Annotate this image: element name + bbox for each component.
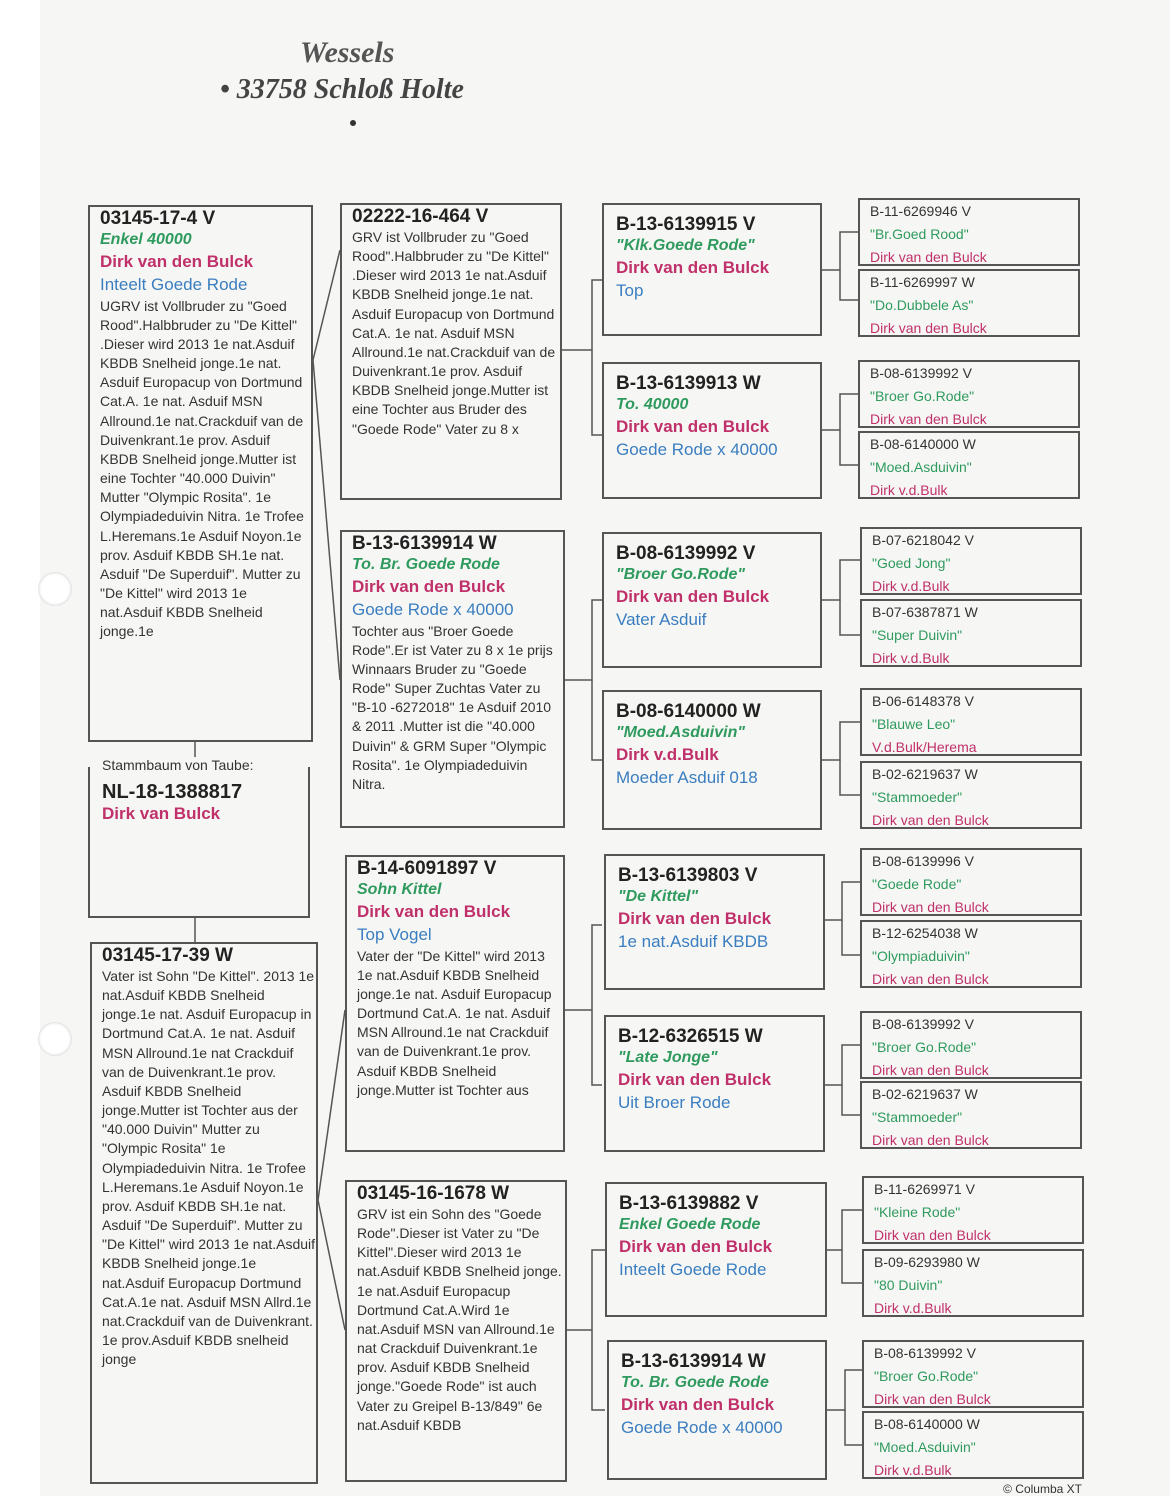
pigeon-name: "De Kittel" [618,887,699,905]
ring-number: B-02-6219637 W [872,1086,978,1102]
great-grandparent-box [602,203,822,336]
breeder: V.d.Bulk/Herema [872,739,977,755]
pigeon-name: "Blauwe Leo" [872,716,956,732]
breeder: Dirk van den Bulck [874,1227,991,1243]
ancestor-box [858,198,1080,266]
description: GRV ist Vollbruder zu "Goed Rood".Halbbruder zu "De Kittel" .Dieser wird 2013 1e nat.Asduif KBDB Snelheid jonge.1e nat. Asduif Europacup von Dortmund Cat.A. 1e nat. Asduif MSN Allround.1e nat.Crackduif van de Duivenkrant.1e prov. Asduif KBDB Snelheid jonge.Mutter ist eine Tochter aus Bruder des "Goede Rode" Vater zu 8 x [352,228,556,437]
pigeon-name: "Broer Go.Rode" [872,1039,977,1055]
breeder: Dirk van den Bulck [100,251,254,271]
ring-number: B-14-6091897 V [357,858,497,879]
pigeon-name: "Klk.Goede Rode" [616,236,755,254]
ring-number: B-13-6139882 V [619,1193,759,1214]
comment: Goede Rode x 40000 [616,439,778,459]
breeder: Dirk van den Bulck [621,1394,775,1414]
ancestor-box [858,360,1080,428]
breeder: Dirk v.d.Bulk [874,1462,952,1478]
ancestor-box [862,1340,1084,1408]
comment: Inteelt Goede Rode [100,274,248,294]
grandparent-box [340,203,562,500]
ring-number: 03145-17-39 W [102,945,233,966]
pigeon-name: "Super Duivin" [872,627,963,643]
pigeon-name: "Broer Go.Rode" [870,388,975,404]
comment: 1e nat.Asduif KBDB [618,931,769,951]
ancestor-box [860,920,1082,988]
ring-number: B-09-6293980 W [874,1254,980,1270]
ring-number: B-12-6254038 W [872,925,978,941]
ring-number: B-08-6139992 V [872,1016,974,1032]
description: Vater der "De Kittel" wird 2013 1e nat.Asduif KBDB Snelheid jonge.1e nat. Asduif Europacup Dortmund Cat.A. 1e nat. Asduif MSN Allround.1e nat Crackduif van de Duivenkrant.1e prov. Asduif KBDB Snelheid jonge.Mutter ist Tochter aus [357,947,552,1098]
pigeon-name: Enkel Goede Rode [619,1215,761,1233]
comment: Top Vogel [357,924,432,944]
breeder: Dirk v.d.Bulk [870,482,948,498]
breeder: Dirk van den Bulck [872,899,989,915]
ring-number: B-08-6140000 W [870,436,976,452]
breeder: Dirk v.d.Bulk [616,744,719,764]
ancestor-box [860,527,1082,595]
pigeon-name: "Late Jonge" [618,1048,718,1066]
ancestor-box [862,1411,1084,1479]
breeder-name: Wessels [300,36,395,69]
breeder: Dirk van den Bulck [870,249,987,265]
comment: Moeder Asduif 018 [616,767,758,787]
ancestor-box [860,1081,1082,1149]
pigeon-name: "Moed.Asduivin" [870,459,972,475]
pigeon-name: Sohn Kittel [357,880,442,898]
ring-number: B-13-6139914 W [621,1351,766,1372]
ring-number: 02222-16-464 V [352,206,489,227]
ring-number: B-12-6326515 W [618,1026,763,1047]
ancestor-box [858,269,1080,337]
breeder: Dirk van den Bulck [618,1069,772,1089]
comment: Inteelt Goede Rode [619,1259,767,1279]
ring-number: B-08-6139992 V [616,543,756,564]
ancestor-box [862,1176,1084,1244]
ring-number: B-08-6139992 V [870,365,972,381]
ring-number: B-08-6140000 W [874,1416,980,1432]
ring-number: B-08-6139996 V [872,853,974,869]
breeder: Dirk v.d.Bulk [872,578,950,594]
subject-box [88,767,310,918]
pigeon-name: "Goede Rode" [872,876,962,892]
pigeon-name: "80 Duivin" [874,1277,943,1293]
ring-number: B-06-6148378 V [872,693,974,709]
pigeon-name: To. 40000 [616,395,689,413]
breeder: Dirk van den Bulck [357,901,511,921]
pigeon-name: To. Br. Goede Rode [621,1373,769,1391]
pigeon-name: "Br.Goed Rood" [870,226,969,242]
ring-number: B-11-6269971 V [874,1181,975,1197]
description: UGRV ist Vollbruder zu "Goed Rood".Halbbruder zu "De Kittel" .Dieser wird 2013 1e nat.Asduif KBDB Snelheid jonge.1e nat. Asduif Europacup von Dortmund Cat.A. 1e nat. Asduif MSN Allround.1e nat.Crackduif van de Duivenkrant.1e prov. Asduif KBDB Snelheid jonge.Mutter ist eine Tochter "40.000 Duivin" Mutter "Olympic Rosita". 1e Olympiadeduivin Nitra. 1e Trofee L.Heremans.1e Asduif Noyon.1e prov. Asduif KBDB SH.1e nat. Asduif "De Superduif". Mutter zu "De Kittel" wird 2013 1e nat.Asduif KBDB Snelheid jonge.1e [100,297,304,640]
subject-ring: NL-18-1388817 [102,781,243,803]
breeder: Dirk van den Bulck [618,908,772,928]
pigeon-name: "Moed.Asduivin" [874,1439,976,1455]
ancestor-box [860,599,1082,667]
parent-box-sire [88,205,313,742]
comment: Goede Rode x 40000 [621,1417,783,1437]
ring-number: B-13-6139803 V [618,865,758,886]
software-credit: © Columba XT [1003,1482,1082,1496]
pigeon-name: "Olympiaduivin" [872,948,970,964]
ancestor-box [858,431,1080,499]
ancestor-box [860,688,1082,756]
great-grandparent-box [604,1015,825,1152]
grandparent-box [340,530,565,828]
description: GRV ist ein Sohn des "Goede Rode".Dieser ist Vater zu "De Kittel".Dieser wird 2013 1e nat.Asduif KBDB Snelheid jonge. 1e nat.Asduif Europacup Dortmund Cat.A.Wird 1e nat.Asduif MSN van Allround.1e nat Crackduif Duivenkrant.1e prov. Asduif KBDB Snelheid jonge."Goede Rode" ist auch Vater zu Greipel B-13/849" 6e nat.Asduif KBDB [357,1205,562,1433]
great-grandparent-box [607,1340,827,1480]
parent-box-dam [90,942,318,1484]
pigeon-name: To. Br. Goede Rode [352,555,500,573]
grandparent-box [345,1180,567,1482]
pigeon-name: "Moed.Asduivin" [616,723,745,741]
subject-breeder: Dirk van Bulck [102,804,221,823]
great-grandparent-box [605,1182,827,1317]
breeder: Dirk van den Bulck [616,586,770,606]
great-grandparent-box [602,362,822,499]
breeder: Dirk van den Bulck [619,1236,773,1256]
ring-number: B-02-6219637 W [872,766,978,782]
pigeon-name: "Stammoeder" [872,1109,963,1125]
breeder: Dirk van den Bulck [616,416,770,436]
ring-number: B-07-6387871 W [872,604,978,620]
pigeon-name: "Broer Go.Rode" [874,1368,979,1384]
great-grandparent-box [602,532,822,668]
pigeon-name: "Kleine Rode" [874,1204,961,1220]
great-grandparent-box [604,854,825,990]
ring-number: B-13-6139913 W [616,373,761,394]
ring-number: B-13-6139914 W [352,533,497,554]
breeder: Dirk van den Bulck [872,812,989,828]
ring-number: B-08-6139992 V [874,1345,976,1361]
pigeon-name: "Stammoeder" [872,789,963,805]
breeder: Dirk van den Bulck [616,257,770,277]
breeder: Dirk v.d.Bulk [874,1300,952,1316]
breeder: Dirk van den Bulck [870,411,987,427]
ring-number: B-13-6139915 V [616,214,756,235]
breeder: Dirk v.d.Bulk [872,650,950,666]
great-grandparent-box [602,690,822,830]
ring-number: 03145-17-4 V [100,208,216,229]
pigeon-name: Enkel 40000 [100,230,192,248]
description: Tochter aus "Broer Goede Rode".Er ist Vater zu 8 x 1e prijs Winnaars Bruder zu "Goede Rode" Super Zuchtas Vater zu "B-10 -6272018" 1e Asduif 2010 & 2011 .Mutter ist die "40.000 Duivin" & GRM Super "Olympic Rosita". 1e Olympiadeduivin Nitra. [352,622,553,792]
ancestor-box [862,1249,1084,1317]
ring-number: B-11-6269997 W [870,274,975,290]
subject-label: Stammbaum von Taube: [98,757,258,773]
ancestor-box [860,1011,1082,1079]
breeder: Dirk van den Bulck [874,1391,991,1407]
breeder: Dirk van den Bulck [870,320,987,336]
grandparent-box [345,855,565,1152]
description: Vater ist Sohn "De Kittel". 2013 1e nat.Asduif KBDB Snelheid jonge.1e nat. Asduif Europacup in Dortmund Cat.A. 1e nat. Asduif MSN Allround.1e nat Crackduif van de Duivenkrant.1e prov. Asduif KBDB Snelheid jonge.Mutter ist Tochter aus der "40.000 Duivin" Mutter zu "Olympic Rosita" 1e Olympiadeduivin Nitra. 1e Trofee L.Heremans.1e Asduif Noyon.1e prov. Asduif KBDB SH.1e nat. Asduif "De Superduif". Mutter zu "De Kittel" wird 2013 1e nat.Asduif KBDB Snelheid jonge.1e nat.Asduif Europacup Dortmund Cat.A.1e nat. Asduif MSN Allrd.1e nat.Crackduif van de Duivenkrant. 1e prov.Asduif KBDB snelheid jonge [102,967,316,1368]
comment: Vater Asduif [616,609,707,629]
breeder-address: • 33758 Schloß Holte [220,74,464,105]
breeder: Dirk van den Bulck [872,971,989,987]
breeder: Dirk van den Bulck [872,1062,989,1078]
ring-number: B-08-6140000 W [616,701,761,722]
ring-number: B-11-6269946 V [870,203,971,219]
ring-number: 03145-16-1678 W [357,1183,510,1204]
breeder: Dirk van den Bulck [352,576,506,596]
breeder: Dirk van den Bulck [872,1132,989,1148]
pigeon-name: "Broer Go.Rode" [616,565,745,583]
ancestor-box [860,761,1082,829]
comment: Goede Rode x 40000 [352,599,514,619]
pigeon-name: "Do.Dubbele As" [870,297,974,313]
ring-number: B-07-6218042 V [872,532,974,548]
comment: Uit Broer Rode [618,1092,731,1112]
pigeon-name: "Goed Jong" [872,555,951,571]
ancestor-box [860,848,1082,916]
comment: Top [616,280,644,300]
